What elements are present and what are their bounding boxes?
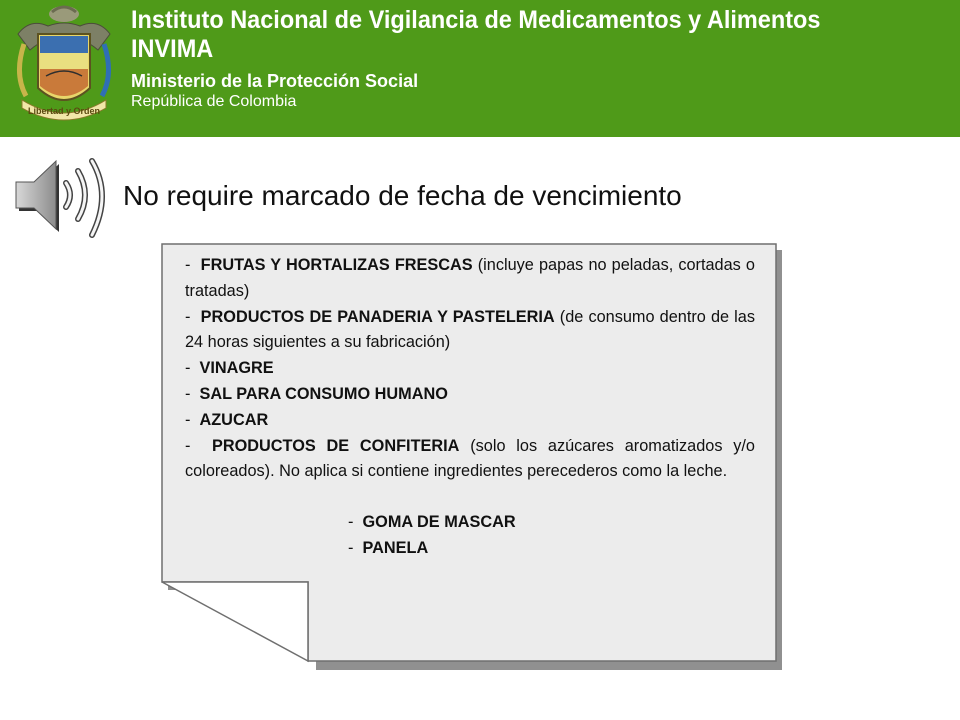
list-item: - VINAGRE [185,359,274,378]
slide-title: No require marcado de fecha de vencimiento [123,180,682,211]
list-item: - PRODUCTOS DE PANADERIA Y PASTELERIA (de consumo dentro de las 24 horas siguientes a su fabricación) [185,307,755,352]
institute-title: Instituto Nacional de Vigilancia de Medicamentos y Alimentos [131,6,821,34]
folded-note-card [158,240,782,670]
ministry-name: Ministerio de la Protección Social [131,71,419,91]
sub-list-item: - PANELA [348,538,429,557]
list-item: - PRODUCTOS DE CONFITERIA (solo los azúcares aromatizados y/o coloreados). No aplica si contiene ingredientes perecederos como la leche. [185,436,755,481]
svg-text:Libertad y Orden: Libertad y Orden [27,106,101,116]
header-banner [0,0,960,137]
country-name: República de Colombia [131,93,297,110]
header-text-block [131,6,865,112]
list-item: - SAL PARA CONSUMO HUMANO [185,384,448,403]
sub-list [348,510,755,562]
sub-list-item: - GOMA DE MASCAR [348,513,516,532]
institute-acronym: INVIMA [131,35,214,63]
note-content [185,253,755,562]
list-item: - AZUCAR [185,410,269,429]
speaker-sound-icon[interactable] [12,157,112,241]
list-item: - FRUTAS Y HORTALIZAS FRESCAS (incluye papas no peladas, cortadas o tratadas) [185,256,755,300]
coat-of-arms-icon [12,4,116,130]
